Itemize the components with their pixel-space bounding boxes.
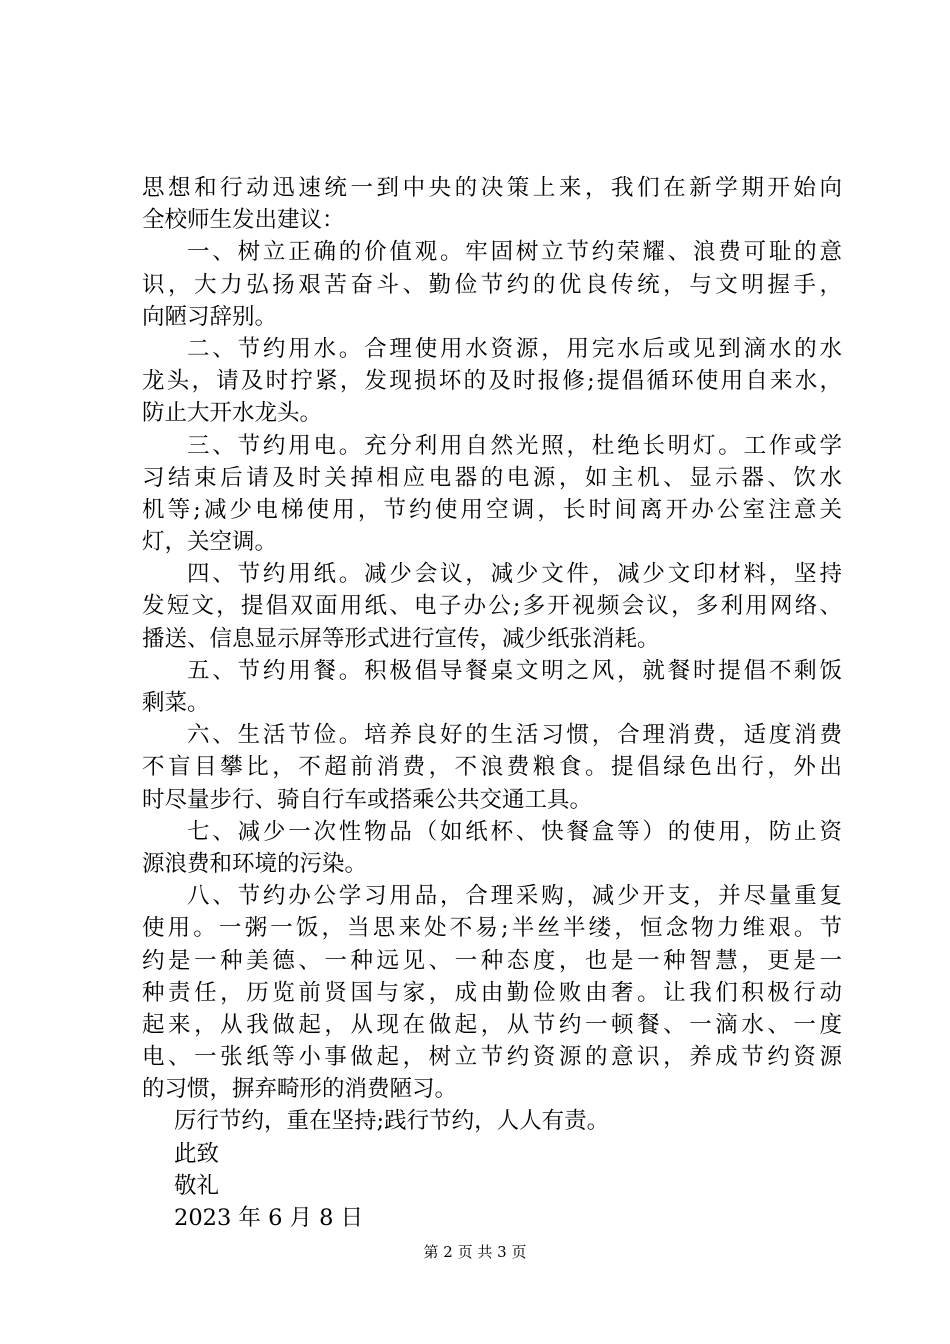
text-line: 剩菜。 xyxy=(142,690,210,716)
page-number-footer: 第 2 页 共 3 页 xyxy=(423,1243,527,1261)
text-line: 约是一种美德、一种远见、一种态度，也是一种智慧，更是一 xyxy=(142,947,842,974)
text-line: 时尽量步行、骑自行车或搭乘公共交通工具。 xyxy=(142,786,593,813)
text-line: 的习惯，摒弃畸形的消费陋习。 xyxy=(142,1076,458,1103)
paragraph-3-start: 三、节约用电。充分利用自然光照，杜绝长明灯。工作或学 xyxy=(187,432,842,459)
paragraph-2-start: 二、节约用水。合理使用水资源，用完水后或见到滴水的水 xyxy=(187,335,842,362)
paragraph-4-start: 四、节约用纸。减少会议，减少文件，减少文印材料，坚持 xyxy=(187,561,842,588)
paragraph-7-start: 七、减少一次性物品（如纸杯、快餐盒等）的使用，防止资 xyxy=(187,818,842,845)
text-line: 防止大开水龙头。 xyxy=(142,400,323,427)
paragraph-5-start: 五、节约用餐。积极倡导餐桌文明之风，就餐时提倡不剩饭 xyxy=(187,657,842,684)
text-line: 起来，从我做起，从现在做起，从节约一顿餐、一滴水、一度 xyxy=(142,1011,842,1038)
text-line: 识，大力弘扬艰苦奋斗、勤俭节约的优良传统，与文明握手， xyxy=(142,271,842,298)
paragraph-8-start: 八、节约办公学习用品，合理采购，减少开支，并尽量重复 xyxy=(187,883,842,910)
text-line: 发短文，提倡双面用纸、电子办公;多开视频会议，多利用网络、 xyxy=(142,593,842,620)
text-line: 全校师生发出建议： xyxy=(142,207,345,234)
text-line: 种责任，历览前贤国与家，成由勤俭败由奢。让我们积极行动 xyxy=(142,979,842,1006)
text-line: 电、一张纸等小事做起，树立节约资源的意识，养成节约资源 xyxy=(142,1044,842,1071)
salutation-jingli: 敬礼 xyxy=(174,1172,220,1199)
text-line: 龙头，请及时拧紧，发现损坏的及时报修;提倡循环使用自来水， xyxy=(142,368,842,395)
text-line: 播送、信息显示屏等形式进行宣传，减少纸张消耗。 xyxy=(142,625,660,652)
text-line: 使用。一粥一饭，当思来处不易;半丝半缕，恒念物力维艰。节 xyxy=(142,915,842,942)
text-line: 灯，关空调。 xyxy=(142,529,278,556)
letter-body xyxy=(142,172,842,1234)
closing-slogan: 厉行节约，重在坚持;践行节约，人人有责。 xyxy=(174,1108,610,1135)
text-line: 机等;减少电梯使用，节约使用空调，长时间离开办公室注意关 xyxy=(142,496,842,523)
text-line: 习结束后请及时关掉相应电器的电源，如主机、显示器、饮水 xyxy=(142,464,842,491)
paragraph-1-start: 一、树立正确的价值观。牢固树立节约荣耀、浪费可耻的意 xyxy=(187,239,842,266)
paragraph-6-start: 六、生活节俭。培养良好的生活习惯，合理消费，适度消费 xyxy=(187,722,842,749)
letter-date: 2023 年 6 月 8 日 xyxy=(174,1205,364,1231)
text-line: 不盲目攀比，不超前消费，不浪费粮食。提倡绿色出行，外出 xyxy=(142,754,842,781)
salutation-cizhi: 此致 xyxy=(174,1140,220,1167)
text-line: 向陋习辞别。 xyxy=(142,303,278,330)
text-line: 思想和行动迅速统一到中央的决策上来，我们在新学期开始向 xyxy=(142,175,842,201)
text-line: 源浪费和环境的污染。 xyxy=(142,850,368,877)
